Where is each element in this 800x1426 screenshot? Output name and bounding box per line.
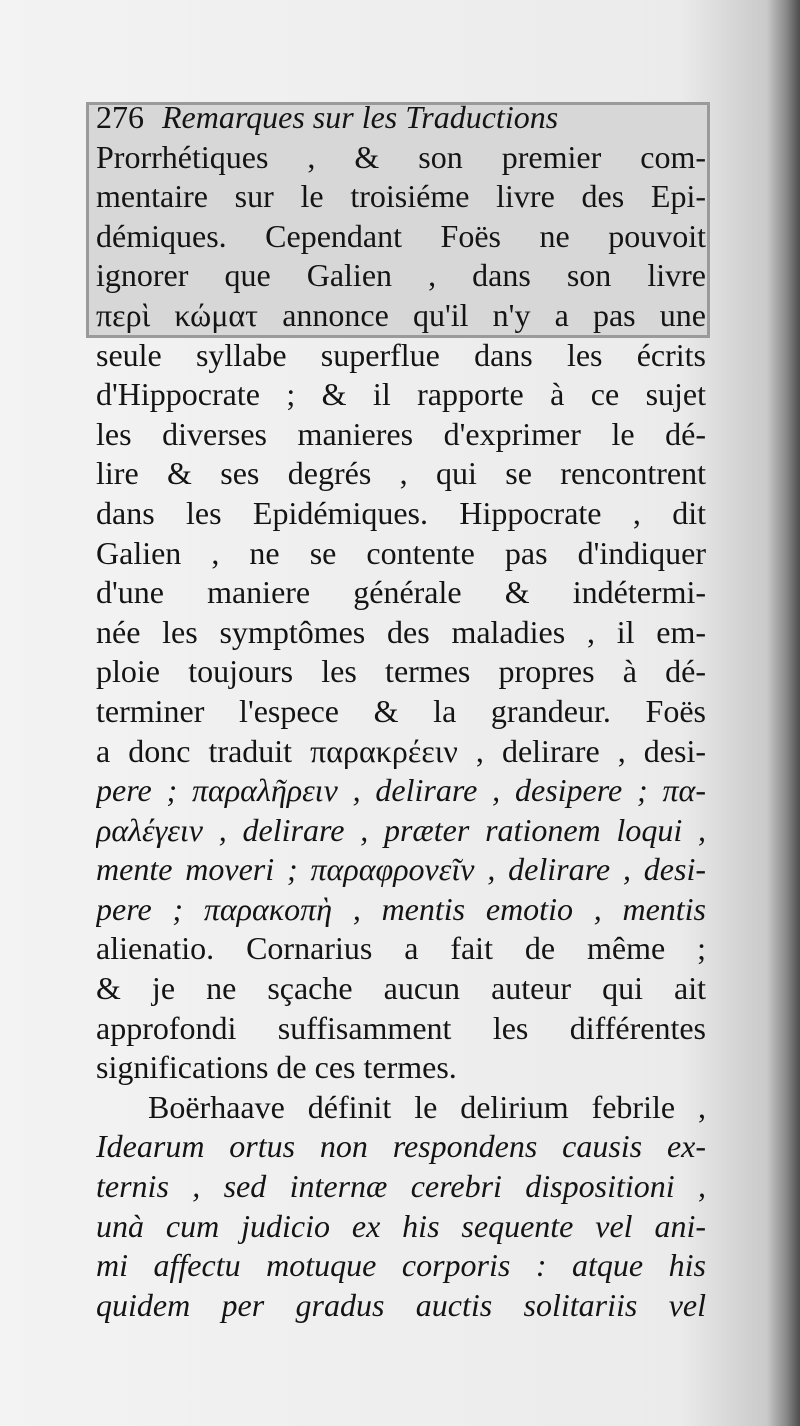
text-line: alienatio. Cornarius a fait de même ;	[96, 930, 706, 967]
text-line: Galien , ne se contente pas d'indiquer	[96, 534, 706, 571]
paragraph-start-line: Boërhaave définit le delirium febrile ,	[148, 1088, 706, 1125]
text-line: ραλέγειν , delirare , præter rationem loqui ,	[96, 811, 706, 848]
text-line: Prorrhétiques , & son premier com-	[96, 138, 706, 175]
text-line: mi affectu motuque corporis : atque his	[96, 1247, 706, 1284]
text-line: terminer l'espece & la grandeur. Foës	[96, 692, 706, 729]
text-line: Idearum ortus non respondens causis ex-	[96, 1128, 706, 1165]
text-line: significations de ces termes.	[96, 1049, 457, 1086]
text-line: ternis , sed internæ cerebri dispositioni ,	[96, 1168, 706, 1205]
text-line: lire & ses degrés , qui se rencontrent	[96, 455, 706, 492]
text-line: mente moveri ; παραφρονεῖν , delirare , desi-	[96, 851, 706, 888]
text-line: seule syllabe superflue dans les écrits	[96, 336, 706, 373]
text-line: d'Hippocrate ; & il rapporte à ce sujet	[96, 376, 706, 413]
text-line: & je ne sçache aucun auteur qui ait	[96, 970, 706, 1007]
text-line: ploie toujours les termes propres à dé-	[96, 653, 706, 690]
text-line: pere ; παρακοπὴ , mentis emotio , mentis	[96, 890, 706, 927]
page-text	[96, 98, 706, 1325]
running-head: Remarques sur les Traductions	[162, 99, 559, 135]
text-line: περὶ κώματ annonce qu'il n'y a pas une	[96, 296, 706, 333]
text-line: démiques. Cependant Foës ne pouvoit	[96, 217, 706, 254]
page-header	[96, 98, 706, 138]
text-line: a donc traduit παρακρέειν , delirare , desi-	[96, 732, 706, 769]
binding-gutter-shadow	[766, 0, 800, 1426]
text-line: née les symptômes des maladies , il em-	[96, 613, 706, 650]
text-line: mentaire sur le troisiéme livre des Epi-	[96, 178, 706, 215]
page-number: 276	[96, 99, 144, 135]
text-line: ignorer que Galien , dans son livre	[96, 257, 706, 294]
text-line: pere ; παραλῆρειν , delirare , desipere ; πα-	[96, 772, 706, 809]
text-line: d'une maniere générale & indétermi-	[96, 574, 706, 611]
text-line: quidem per gradus auctis solitariis vel	[96, 1286, 706, 1323]
text-line: dans les Epidémiques. Hippocrate , dit	[96, 494, 706, 531]
text-line: unà cum judicio ex his sequente vel ani-	[96, 1207, 706, 1244]
text-line: approfondi suffisamment les différentes	[96, 1009, 706, 1046]
text-line: les diverses manieres d'exprimer le dé-	[96, 415, 706, 452]
